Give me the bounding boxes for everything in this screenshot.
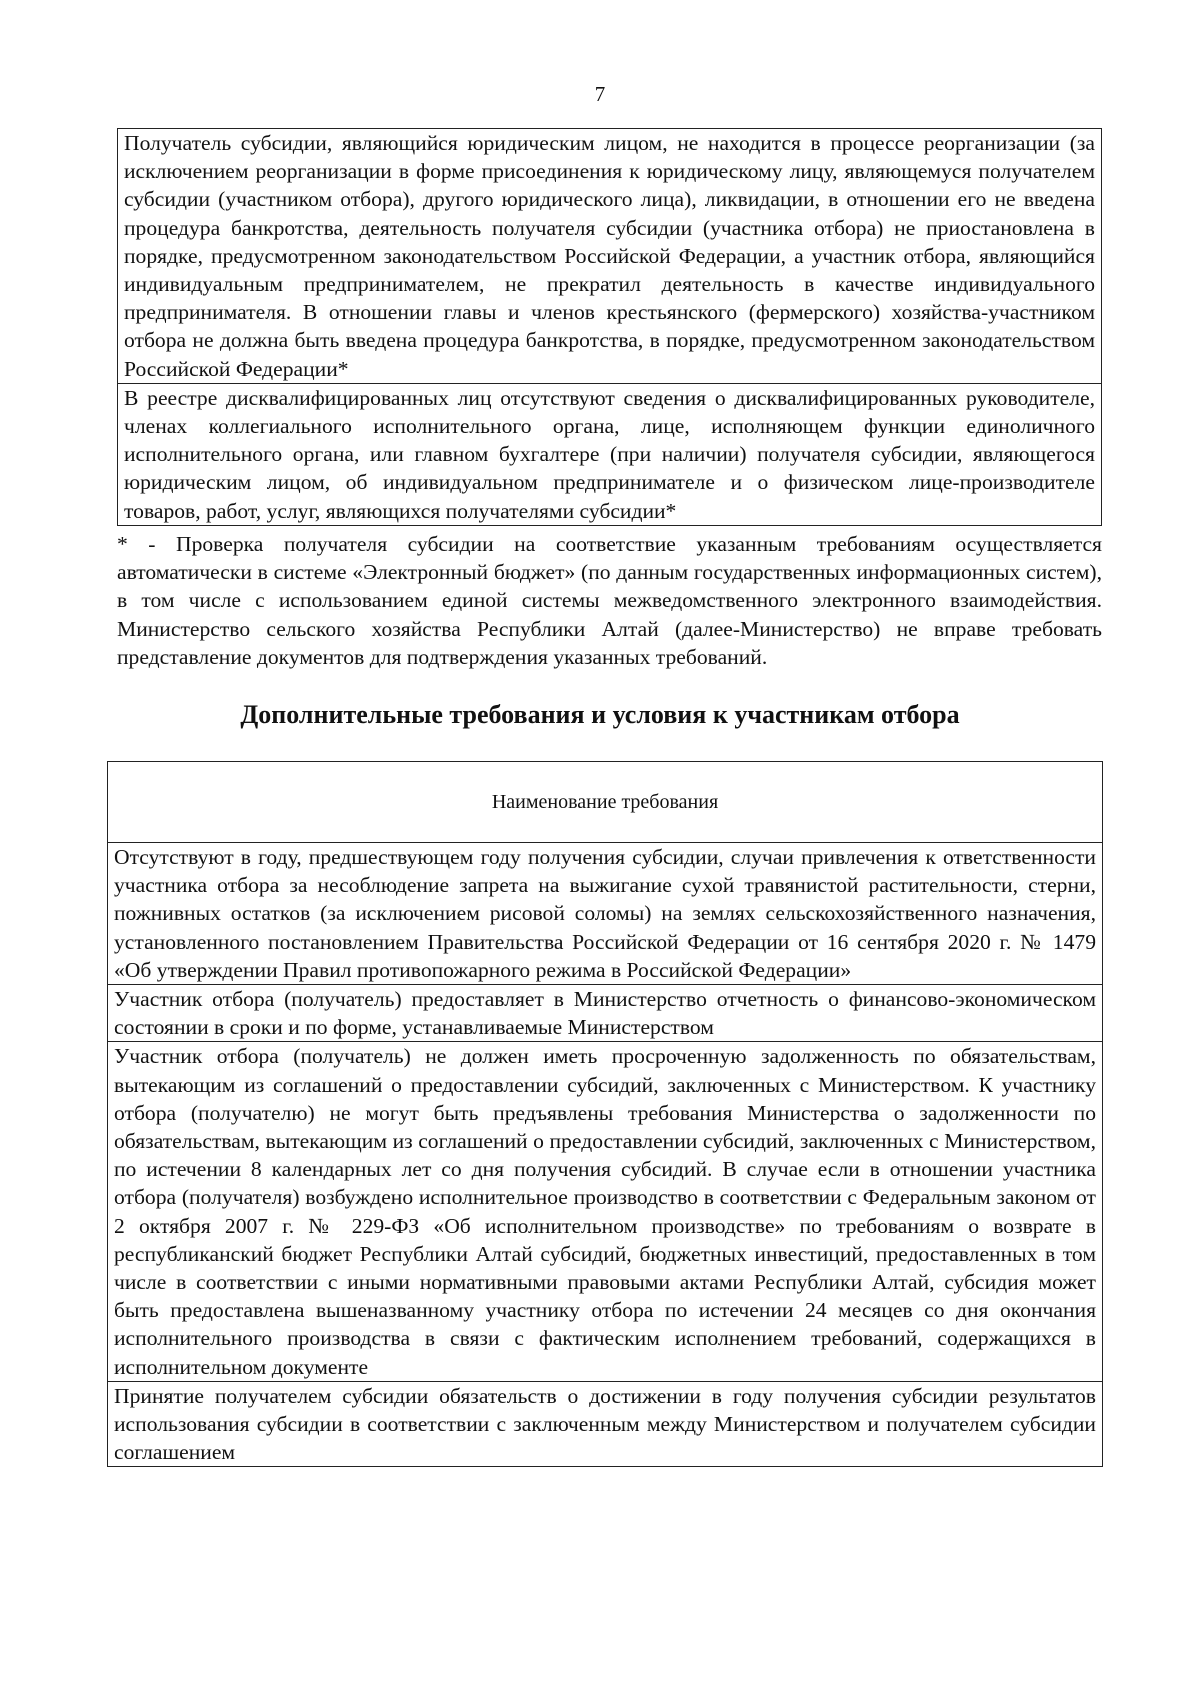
requirements-table-additional [107, 761, 1103, 1467]
page-number: 7 [594, 82, 606, 106]
footnote: * - Проверка получателя субсидии на соответствие указанным требованиям осуществляется автоматически в системе «Электронный бюджет» (по данным государственных информационных систем), в том числе с использованием единой системы межведомственного электронного взаимодействия. Министерство сельского хозяйства Республики Алтай (далее-Министерство) не вправе требовать представление документов для подтверждения указанных требований. [117, 532, 1102, 669]
requirement-cell: Принятие получателем субсидии обязательств о достижении в году получения субсидии результатов использования субсидии в соответствии с заключенным между Министерством и получателем субсидии соглашением [108, 1381, 1103, 1467]
column-header: Наименование требования [108, 762, 1103, 843]
table-row [108, 1042, 1103, 1381]
table-row [108, 985, 1103, 1042]
requirement-cell: Отсутствуют в году, предшествующем году получения субсидии, случаи привлечения к ответственности участника отбора за несоблюдение запрета на выжигание сухой травянистой растительности, стерни, пожнивных остатков (за исключением рисовой соломы) на землях сельскохозяйственного назначения, установленного постановлением Правительства Российской Федерации от 16 сентября 2020 г. № 1479 «Об утверждении Правил противопожарного режима в Российской Федерации» [108, 843, 1103, 985]
requirement-cell: Участник отбора (получатель) предоставляет в Министерство отчетность о финансово-экономическом состоянии в сроки и по форме, устанавливаемые Министерством [108, 985, 1103, 1042]
requirements-table-general [117, 128, 1102, 526]
table-row [118, 129, 1102, 384]
requirement-cell: Участник отбора (получатель) не должен иметь просроченную задолженность по обязательствам, вытекающим из соглашений о предоставлении субсидий, заключенных с Министерством. К участнику отбора (получателю) не могут быть предъявлены требования Министерства о задолженности по обязательствам, вытекающим из соглашений о предоставлении субсидий, заключенных с Министерством, по истечении 8 календарных лет со дня получения субсидий. В случае если в отношении участника отбора (получателя) возбуждено исполнительное производство в соответствии с Федеральным законом от 2 октября 2007 г. № 229-ФЗ «Об исполнительном производстве» по требованиям о возврате в республиканский бюджет Республики Алтай субсидий, бюджетных инвестиций, предоставленных в том числе в соответствии с иными нормативными правовыми актами Республики Алтай, субсидия может быть предоставлена вышеназванному участнику отбора по истечении 24 месяцев со дня окончания исполнительного производства в связи с фактическим исполнением требований, содержащихся в исполнительном документе [108, 1042, 1103, 1381]
table-row [118, 383, 1102, 525]
table-row [108, 1381, 1103, 1467]
requirement-cell: Получатель субсидии, являющийся юридическим лицом, не находится в процессе реорганизации (за исключением реорганизации в форме присоединения к юридическому лицу, являющемуся получателем субсидии (участником отбора), другого юридического лица), ликвидации, в отношении его не введена процедура банкротства, деятельность получателя субсидии (участника отбора) не приостановлена в порядке, предусмотренном законодательством Российской Федерации, а участник отбора, являющийся индивидуальным предпринимателем, не прекратил деятельность в качестве индивидуального предпринимателя. В отношении главы и членов крестьянского (фермерского) хозяйства-участником отбора не должна быть введена процедура банкротства, в порядке, предусмотренном законодательством Российской Федерации* [118, 129, 1102, 384]
section-title: Дополнительные требования и условия к участникам отбора [240, 700, 960, 729]
table-row [108, 843, 1103, 985]
requirement-cell: В реестре дисквалифицированных лиц отсутствуют сведения о дисквалифицированных руководителе, членах коллегиального исполнительного органа, лице, исполняющем функции единоличного исполнительного органа, или главном бухгалтере (при наличии) получателя субсидии, являющегося юридическим лицом, об индивидуальном предпринимателе и о физическом лице-производителе товаров, работ, услуг, являющихся получателями субсидии* [118, 383, 1102, 525]
table-header-row [108, 762, 1103, 843]
